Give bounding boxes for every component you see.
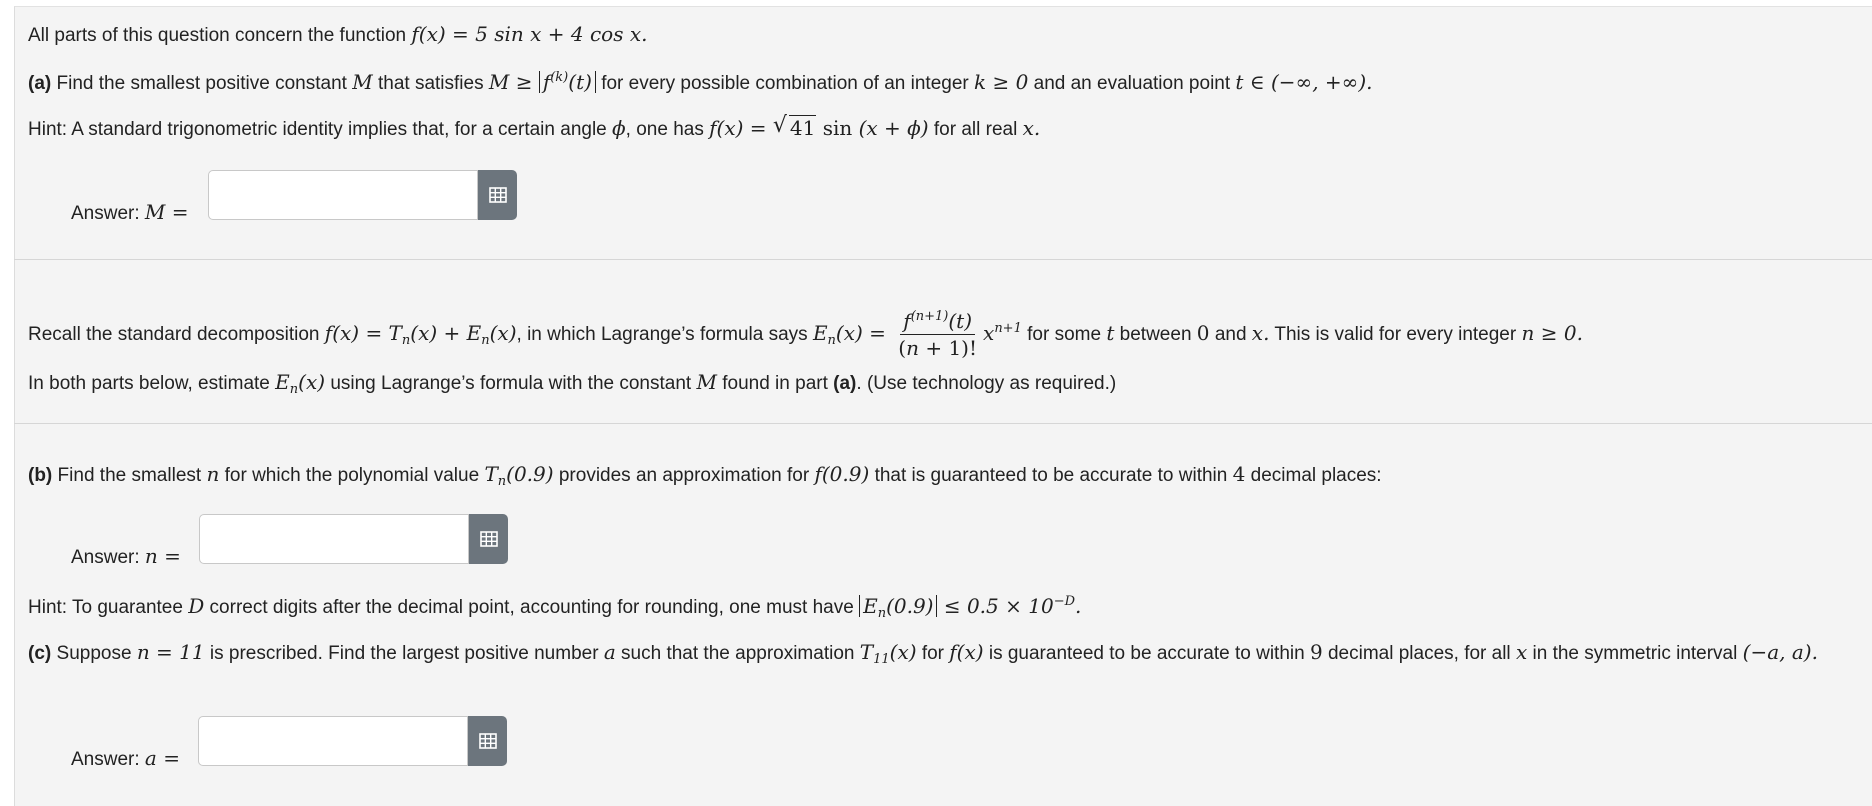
both-parts-line (28, 370, 1116, 396)
part-ref: (a) (833, 373, 857, 394)
grid-icon (479, 733, 497, 749)
part-a-text: and an evaluation point (1033, 73, 1231, 94)
hint-b-text: correct digits after the decimal point, accounting for rounding, one must have (209, 597, 854, 618)
part-c-text: Suppose (56, 643, 132, 664)
var-x: x. (1251, 321, 1270, 345)
answer-text: Answer: (71, 203, 140, 224)
part-b-text: Find the smallest (57, 465, 202, 486)
taylor-11: $T_{11}(x)$ (859, 640, 917, 667)
var-D: D (188, 594, 205, 618)
digits: 4 (1232, 462, 1246, 486)
var-M: M (696, 370, 717, 394)
part-c-line (28, 638, 1828, 668)
var-t: t (1106, 321, 1115, 345)
lagrange-formula: $E_n(x)$ = $\frac{f^{(n+1)}(t)}{(n + 1)!}$ $x^{n+1}$ (812, 309, 1022, 360)
rounding-inequality: $E_n(0.9) \le 0.5 \times 10^{-D}$. (859, 594, 1081, 618)
intro-line (28, 22, 647, 48)
part-c-text: is guaranteed to be accurate to within (988, 643, 1305, 664)
recall-text: , in which Lagrange’s formula says (516, 324, 808, 345)
grid-icon (489, 187, 507, 203)
part-c-text: decimal places, for all (1327, 643, 1511, 664)
part-a-line (28, 70, 1373, 96)
function-definition: f(x) = 5 sin x + 4 cos x. (411, 22, 648, 46)
var-a: a (603, 640, 616, 664)
answer-var: M = (144, 200, 189, 224)
answer-a-label (71, 200, 189, 226)
both-parts-text: using Lagrange’s formula with the constant (330, 373, 692, 394)
grid-icon (480, 531, 498, 547)
intro-text: All parts of this question concern the function (28, 25, 407, 46)
both-parts-text: . (Use technology as required.) (856, 373, 1117, 394)
part-b-text: for which the polynomial value (224, 465, 480, 486)
error-term: $E_n(x)$ (275, 370, 326, 397)
part-b-text: provides an approximation for (558, 465, 810, 486)
answer-b-label (71, 544, 181, 570)
part-b-text: that is guaranteed to be accurate to within (874, 465, 1228, 486)
answer-a-matrix-button[interactable] (478, 170, 517, 220)
part-a-label: (a) (28, 73, 52, 94)
part-c-text: is prescribed. Find the largest positive number (209, 643, 599, 664)
zero: 0 (1196, 321, 1210, 345)
fx: f(x) (949, 640, 984, 664)
divider (14, 423, 1872, 424)
recall-text: This is valid for every integer (1274, 324, 1517, 345)
part-c-label: (c) (28, 643, 52, 664)
decomposition: $f(x) = T_n(x) + E_n(x)$ (324, 321, 517, 348)
part-c-text: such that the approximation (621, 643, 855, 664)
answer-c-input[interactable] (198, 716, 468, 766)
var-x: x. (1022, 116, 1041, 140)
cond-t: t ∈ (−∞, +∞). (1235, 70, 1373, 94)
part-c-text: for (921, 643, 944, 664)
taylor-value: $T_n(0.9)$ (484, 462, 554, 489)
both-parts-text: found in part (722, 373, 828, 394)
answer-var: a = (144, 746, 180, 770)
recall-text: between (1119, 324, 1192, 345)
part-b-text: decimal places: (1250, 465, 1382, 486)
recall-text: for some (1027, 324, 1102, 345)
hint-b-line (28, 594, 1081, 620)
hint-b-text: Hint: To guarantee (28, 597, 183, 618)
answer-a-input[interactable] (208, 170, 478, 220)
bound-inequality: $M \ge f^{(k)}(t)$ (489, 70, 596, 94)
digits: 9 (1309, 640, 1323, 664)
part-a-text: that satisfies (377, 73, 484, 94)
recall-text: and (1214, 324, 1247, 345)
answer-text: Answer: (71, 749, 140, 770)
hint-a-text: , one has (625, 119, 704, 140)
part-c-text: in the symmetric interval (1532, 643, 1738, 664)
part-a-text: for every possible combination of an integer (601, 73, 969, 94)
part-b-label: (b) (28, 465, 53, 486)
f-value: f(0.9) (814, 462, 870, 486)
sqrt-identity: f(x) = √ 41 sin (x + ϕ) (709, 113, 929, 140)
var-phi: ϕ (612, 116, 626, 140)
var-M: M (352, 70, 373, 94)
cond-n: n = 11 (136, 640, 205, 664)
var-x: x (1515, 640, 1528, 664)
interval: (−a, a). (1742, 640, 1818, 664)
part-a-text: Find the smallest positive constant (56, 73, 347, 94)
hint-a-line (28, 113, 1041, 142)
answer-b-input[interactable] (199, 514, 469, 564)
recall-text: Recall the standard decomposition (28, 324, 320, 345)
hint-a-text: for all real (933, 119, 1018, 140)
answer-b-matrix-button[interactable] (469, 514, 508, 564)
answer-c-label (71, 746, 180, 772)
part-b-line (28, 462, 1382, 488)
cond-n: n ≥ 0. (1521, 321, 1583, 345)
answer-c-matrix-button[interactable] (468, 716, 507, 766)
recall-line (28, 310, 1583, 359)
answer-var: n = (144, 544, 181, 568)
cond-k: k ≥ 0 (974, 70, 1029, 94)
both-parts-text: In both parts below, estimate (28, 373, 270, 394)
var-n: n (206, 462, 220, 486)
divider (14, 259, 1872, 260)
hint-a-text: Hint: A standard trigonometric identity implies that, for a certain angle (28, 119, 607, 140)
answer-text: Answer: (71, 547, 140, 568)
